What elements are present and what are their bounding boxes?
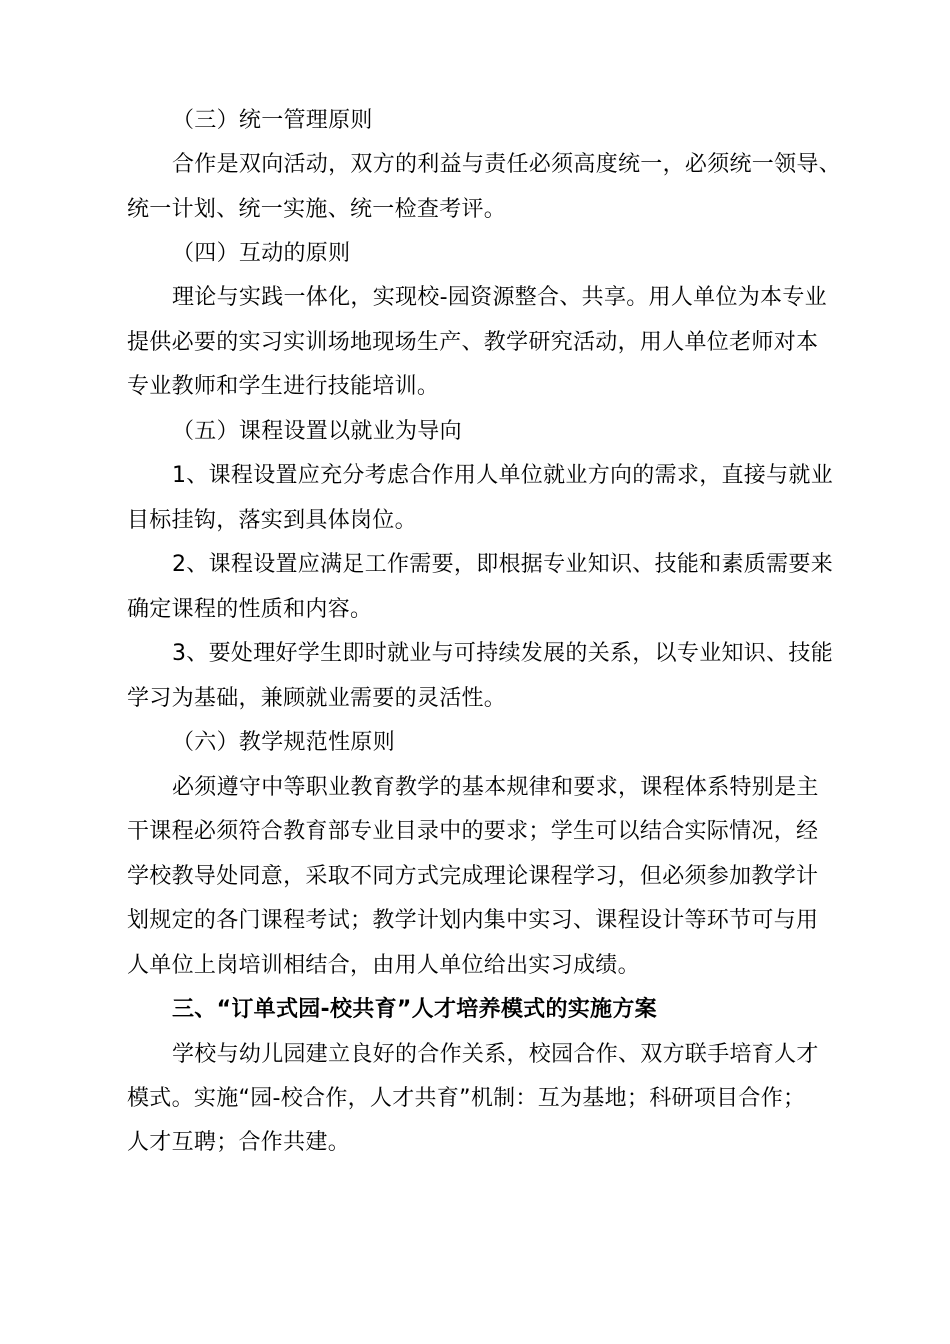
- paragraph-line: 学校与幼儿园建立良好的合作关系，校园合作、双方联手培育人才: [172, 1042, 819, 1067]
- paragraph-line: 人单位上岗培训相结合，由用人单位给出实习成绩。: [127, 953, 640, 978]
- paragraph-line: 划规定的各门课程考试；教学计划内集中实习、课程设计等环节可与用: [127, 908, 819, 933]
- section-heading-4: （四）互动的原则: [172, 241, 351, 266]
- paragraph-line: 3、要处理好学生即时就业与可持续发展的关系，以专业知识、技能: [172, 641, 833, 666]
- paragraph-line: 人才互聘；合作共建。: [127, 1130, 351, 1155]
- paragraph-line: 必须遵守中等职业教育教学的基本规律和要求，课程体系特别是主: [172, 775, 819, 800]
- paragraph-line: 1、课程设置应充分考虑合作用人单位就业方向的需求，直接与就业: [172, 463, 833, 488]
- paragraph-line: 提供必要的实习实训场地现场生产、教学研究活动，用人单位老师对本: [127, 330, 819, 355]
- paragraph-line: 干课程必须符合教育部专业目录中的要求；学生可以结合实际情况，经: [127, 819, 819, 844]
- section-heading-5: （五）课程设置以就业为导向: [172, 419, 462, 444]
- paragraph-line: 2、课程设置应满足工作需要，即根据专业知识、技能和素质需要来: [172, 552, 833, 577]
- paragraph-line: 统一计划、统一实施、统一检查考评。: [127, 197, 507, 222]
- paragraph-line: 专业教师和学生进行技能培训。: [127, 374, 440, 399]
- paragraph-line: 确定课程的性质和内容。: [127, 597, 373, 622]
- paragraph-line: 学习为基础，兼顾就业需要的灵活性。: [127, 686, 507, 711]
- paragraph-line: 理论与实践一体化，实现校-园资源整合、共享。用人单位为本专业: [172, 285, 827, 310]
- paragraph-line: 模式。实施“园-校合作，人才共育”机制：互为基地；科研项目合作；: [127, 1086, 806, 1111]
- paragraph-line: 合作是双向活动，双方的利益与责任必须高度统一，必须统一领导、: [172, 152, 842, 177]
- section-heading-6: （六）教学规范性原则: [172, 730, 396, 755]
- paragraph-line: 目标挂钩，落实到具体岗位。: [127, 508, 417, 533]
- section-heading-3: （三）统一管理原则: [172, 108, 373, 133]
- chapter-heading: 三、“订单式园-校共育”人才培养模式的实施方案: [172, 997, 657, 1022]
- paragraph-line: 学校教导处同意，采取不同方式完成理论课程学习，但必须参加教学计: [127, 864, 819, 889]
